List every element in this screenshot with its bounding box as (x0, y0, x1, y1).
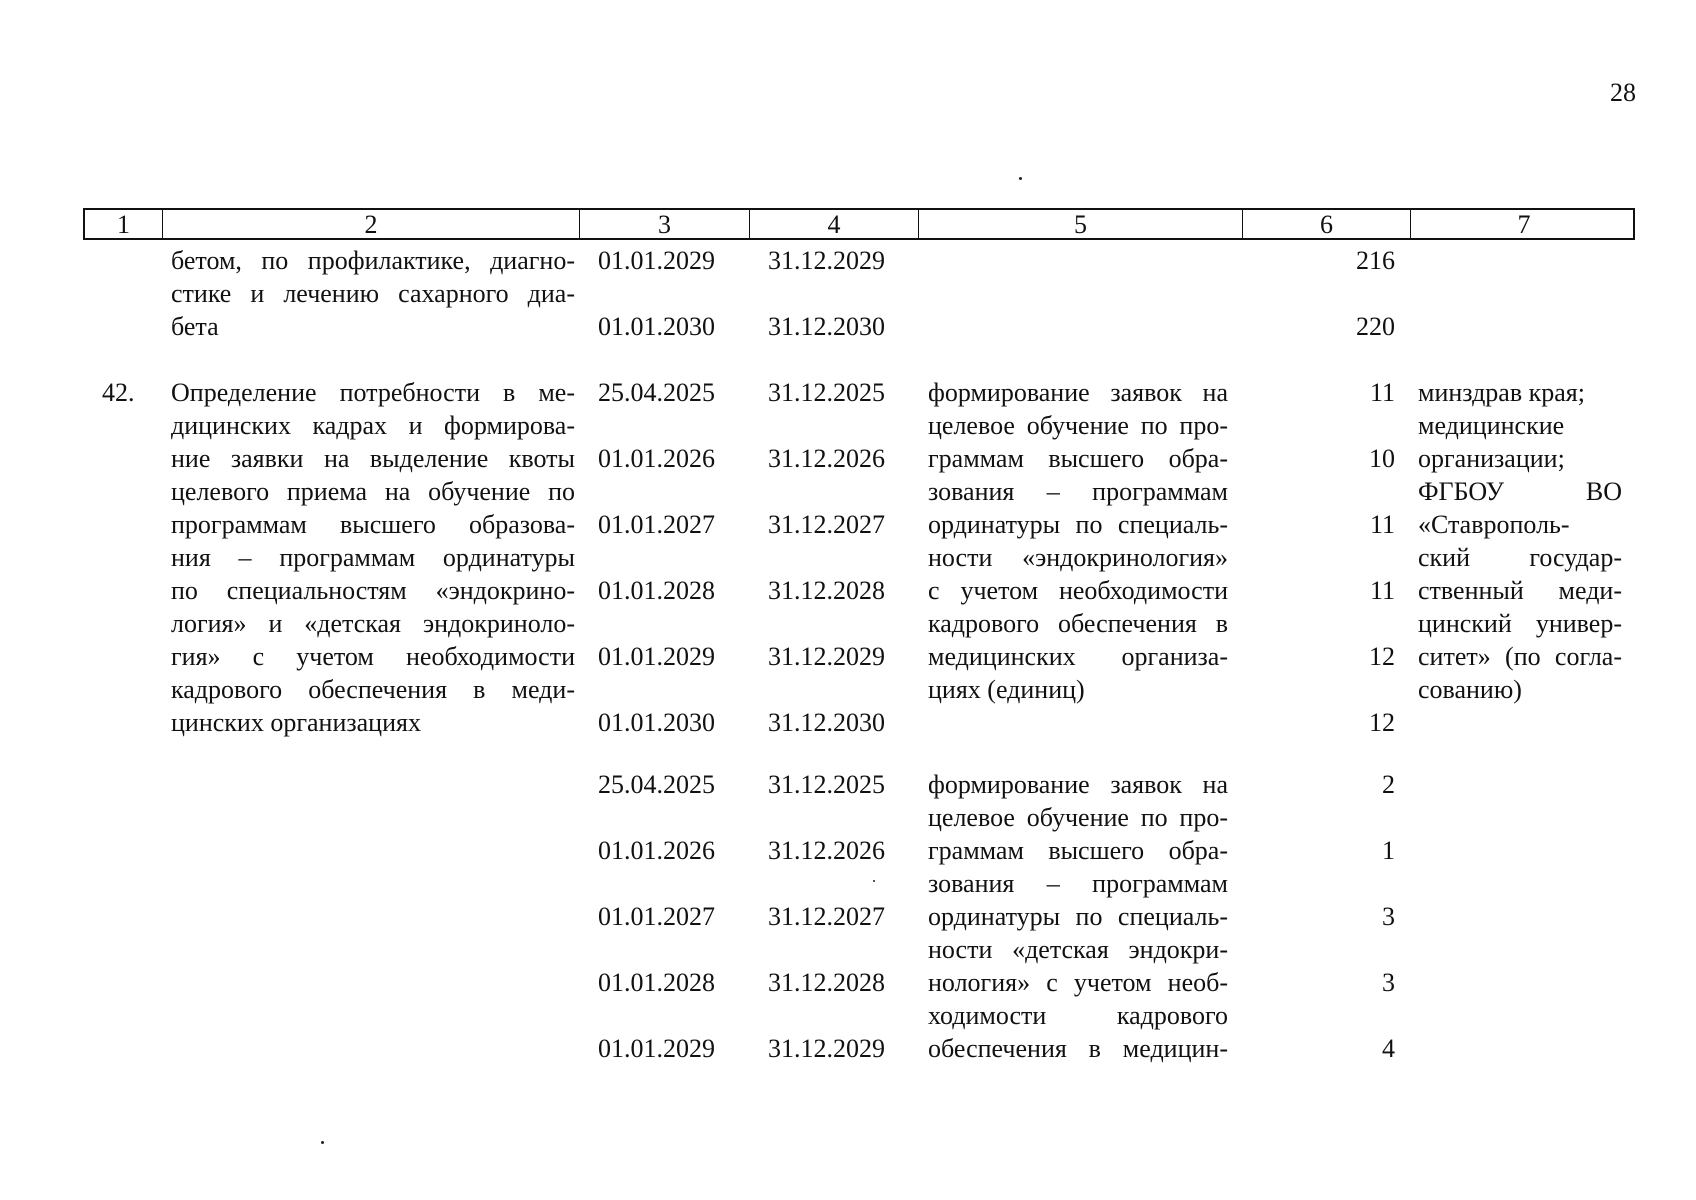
end-date: 31.12.2027 (768, 510, 885, 539)
indicator-line: целевое обучение по про- (928, 411, 1228, 440)
indicator-value: 10 (1369, 444, 1395, 473)
header-col-3: 3 (579, 210, 749, 240)
start-date: 01.01.2030 (598, 312, 715, 341)
indicator-value: 3 (1382, 902, 1395, 931)
executor-line: минздрав края; (1418, 378, 1585, 407)
start-date: 01.01.2026 (598, 836, 715, 865)
start-date: 01.01.2030 (598, 708, 715, 737)
indicator-value: 11 (1369, 378, 1395, 407)
indicator-line: целевое обучение по про- (928, 803, 1228, 832)
executor-line: «Ставрополь- (1418, 510, 1570, 539)
header-col-1: 1 (117, 210, 130, 239)
start-date: 25.04.2025 (598, 770, 715, 799)
end-date: 31.12.2030 (768, 708, 885, 737)
end-date: 31.12.2028 (768, 576, 885, 605)
header-col-6: 6 (1242, 210, 1410, 240)
start-date: 01.01.2029 (598, 642, 715, 671)
end-date: 31.12.2028 (768, 968, 885, 997)
indicator-line: зования – программам (928, 869, 1228, 898)
indicator-line: формирование заявок на (928, 378, 1228, 407)
indicator-line: граммам высшего обра- (928, 444, 1228, 473)
end-date: 31.12.2026 (768, 444, 885, 473)
indicator-value: 12 (1369, 708, 1395, 737)
indicator-line: формирование заявок на (928, 770, 1228, 799)
executor-line: организации; (1418, 444, 1565, 473)
indicator-line: ности «детская эндокри- (928, 935, 1228, 964)
start-date: 01.01.2028 (598, 576, 715, 605)
indicator-value: 3 (1382, 968, 1395, 997)
indicator-value: 4 (1382, 1034, 1395, 1063)
description-line: программам высшего образова- (171, 510, 575, 539)
end-date: 31.12.2029 (768, 1034, 885, 1063)
end-date: 31.12.2030 (768, 312, 885, 341)
description-line: бета (171, 312, 219, 341)
start-date: 01.01.2027 (598, 510, 715, 539)
description-line: ние заявки на выделение квоты (171, 444, 575, 473)
start-date: 01.01.2026 (598, 444, 715, 473)
executor-line: медицинские (1418, 411, 1565, 440)
item-number: 42. (102, 378, 135, 407)
indicator-line: циях (единиц) (928, 675, 1085, 704)
executor-line: сованию) (1418, 675, 1522, 704)
executor-line: ситет» (по согла- (1418, 642, 1622, 671)
start-date: 25.04.2025 (598, 378, 715, 407)
indicator-value: 11 (1369, 510, 1395, 539)
description-line: дицинских кадрах и формирова- (171, 411, 575, 440)
start-date: 01.01.2029 (598, 1034, 715, 1063)
description-line: кадрового обеспечения в меди- (171, 675, 575, 704)
description-line: цинских организациях (171, 708, 421, 737)
header-col-4: 4 (749, 210, 918, 240)
indicator-line: медицинских организа- (928, 642, 1228, 671)
end-date: 31.12.2029 (768, 246, 885, 275)
end-date: 31.12.2026 (768, 836, 885, 865)
indicator-line: ординатуры по специаль- (928, 510, 1228, 539)
start-date: 01.01.2028 (598, 968, 715, 997)
page-number: 28 (1610, 78, 1636, 107)
start-date: 01.01.2029 (598, 246, 715, 275)
indicator-value: 11 (1369, 576, 1395, 605)
description-line: логия» и «детская эндокриноло- (171, 609, 575, 638)
indicator-value: 2 (1382, 770, 1395, 799)
indicator-line: обеспечения в медицин- (928, 1034, 1228, 1063)
executor-line: цинский универ- (1418, 609, 1622, 638)
description-line: ния – программам ординатуры (171, 543, 575, 572)
column-number-header (83, 208, 1635, 240)
header-col-5: 5 (918, 210, 1242, 240)
indicator-value: 220 (1356, 312, 1395, 341)
indicator-line: граммам высшего обра- (928, 836, 1228, 865)
indicator-line: с учетом необходимости (928, 576, 1228, 605)
indicator-value: 12 (1369, 642, 1395, 671)
scan-speck (1019, 177, 1022, 180)
executor-line: ский государ- (1418, 543, 1622, 572)
indicator-line: зования – программам (928, 477, 1228, 506)
end-date: 31.12.2025 (768, 770, 885, 799)
description-line: целевого приема на обучение по (171, 477, 575, 506)
indicator-value: 1 (1382, 836, 1395, 865)
end-date: 31.12.2025 (768, 378, 885, 407)
start-date: 01.01.2027 (598, 902, 715, 931)
indicator-line: ходимости кадрового (928, 1001, 1228, 1030)
indicator-line: кадрового обеспечения в (928, 609, 1228, 638)
header-col-2: 2 (162, 210, 579, 240)
end-date: 31.12.2029 (768, 642, 885, 671)
indicator-value: 216 (1356, 246, 1395, 275)
scan-speck (321, 1141, 324, 1144)
description-line: гия» с учетом необходимости (171, 642, 575, 671)
scan-speck (873, 880, 875, 882)
description-line: стике и лечению сахарного диа- (171, 279, 575, 308)
description-line: Определение потребности в ме- (171, 378, 575, 407)
end-date: 31.12.2027 (768, 902, 885, 931)
description-line: бетом, по профилактике, диагно- (171, 246, 575, 275)
executor-line: ФГБОУ ВО (1418, 477, 1622, 506)
executor-line: ственный меди- (1418, 576, 1622, 605)
indicator-line: нология» с учетом необ- (928, 968, 1228, 997)
indicator-line: ности «эндокринология» (928, 543, 1228, 572)
description-line: по специальностям «эндокрино- (171, 576, 575, 605)
header-col-7: 7 (1410, 210, 1637, 240)
indicator-line: ординатуры по специаль- (928, 902, 1228, 931)
